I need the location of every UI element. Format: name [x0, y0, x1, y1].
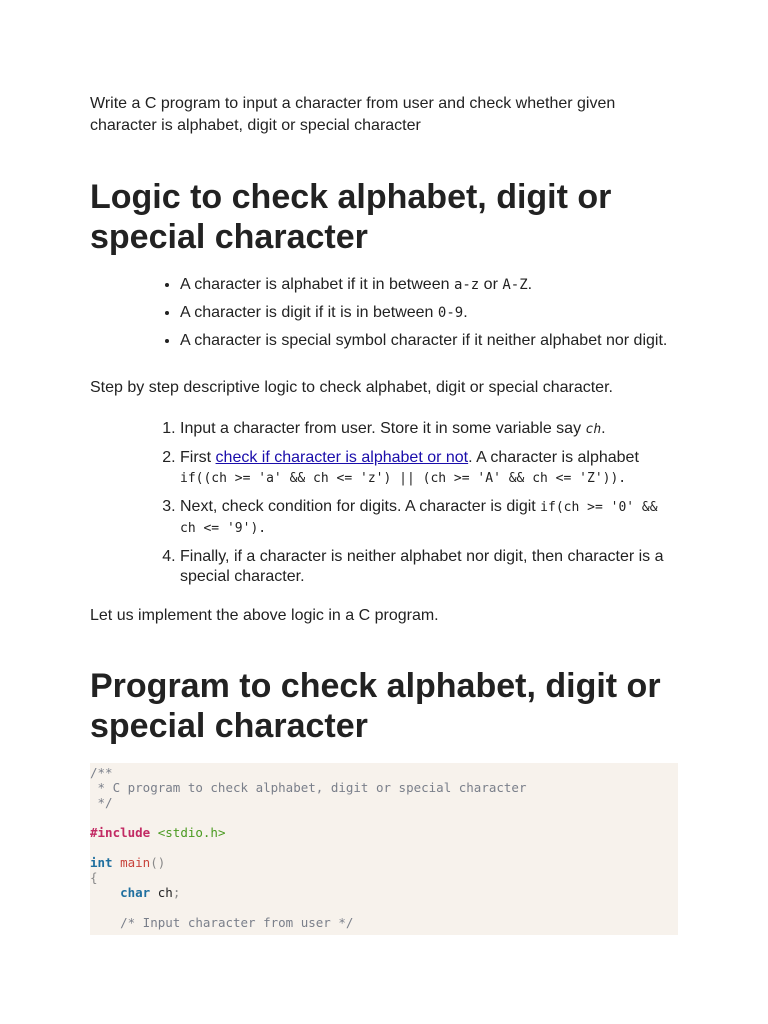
- steps-list: [90, 419, 680, 595]
- variable-name: ch: [585, 422, 602, 437]
- step-item: 1. Input a character from user. Store it in some variable say ch.: [180, 419, 680, 440]
- code-function: main: [120, 855, 151, 870]
- intro-paragraph: Write a C program to input a character from user and check whether given character is alphabet, digit or special character: [90, 95, 616, 134]
- code-comment: */: [90, 795, 113, 810]
- code-listing: [90, 763, 678, 935]
- section-heading-program: Program to check alphabet, digit or special character: [90, 667, 661, 745]
- bullet-item-alphabet: • A character is alphabet if it in between a-z or A-Z.: [180, 275, 680, 295]
- code-header: <stdio.h>: [157, 825, 226, 840]
- code-keyword: int: [90, 855, 113, 870]
- code-directive: #include: [90, 825, 151, 840]
- section-heading-logic: Logic to check alphabet, digit or special character: [90, 178, 612, 256]
- step-intro-paragraph: Step by step descriptive logic to check alphabet, digit or special character.: [90, 379, 613, 396]
- code-comment: * C program to check alphabet, digit or special character: [90, 780, 527, 795]
- inline-code: A-Z: [502, 277, 528, 293]
- logic-bullet-list: [90, 275, 680, 359]
- code-block: [90, 763, 678, 935]
- code-punctuation: (): [150, 855, 166, 870]
- step-item: 3. Next, check condition for digits. A character is digit if(ch >= '0' && ch <= '9').: [180, 497, 680, 539]
- step-item: 2. First check if character is alphabet or not. A character is alphabet if((ch >= 'a' && ch <= 'z') || (ch >= 'A' && ch <= 'Z')).: [180, 448, 680, 489]
- outro-paragraph: Let us implement the above logic in a C program.: [90, 607, 439, 624]
- code-comment: /**: [90, 765, 113, 780]
- inline-code: a-z: [453, 277, 480, 293]
- step-item: 4. Finally, if a character is neither alphabet nor digit, then character is a special character.: [180, 547, 680, 587]
- code-variable: ch: [157, 885, 173, 900]
- inline-code: if((ch >= 'a' && ch <= 'z') || (ch >= 'A' && ch <= 'Z')).: [180, 471, 627, 486]
- inline-code: if(ch >= '0' && ch <= '9').: [180, 500, 658, 536]
- bullet-item-special: • A character is special symbol character if it neither alphabet nor digit.: [180, 331, 680, 351]
- inline-code: 0-9: [437, 305, 464, 321]
- code-punctuation: {: [90, 870, 98, 885]
- check-alphabet-link[interactable]: check if character is alphabet or not: [215, 449, 469, 466]
- code-punctuation: ;: [172, 885, 181, 900]
- code-comment: /* Input character from user */: [120, 915, 354, 930]
- code-keyword: char: [120, 885, 151, 900]
- bullet-item-digit: • A character is digit if it is in between 0-9.: [180, 303, 680, 323]
